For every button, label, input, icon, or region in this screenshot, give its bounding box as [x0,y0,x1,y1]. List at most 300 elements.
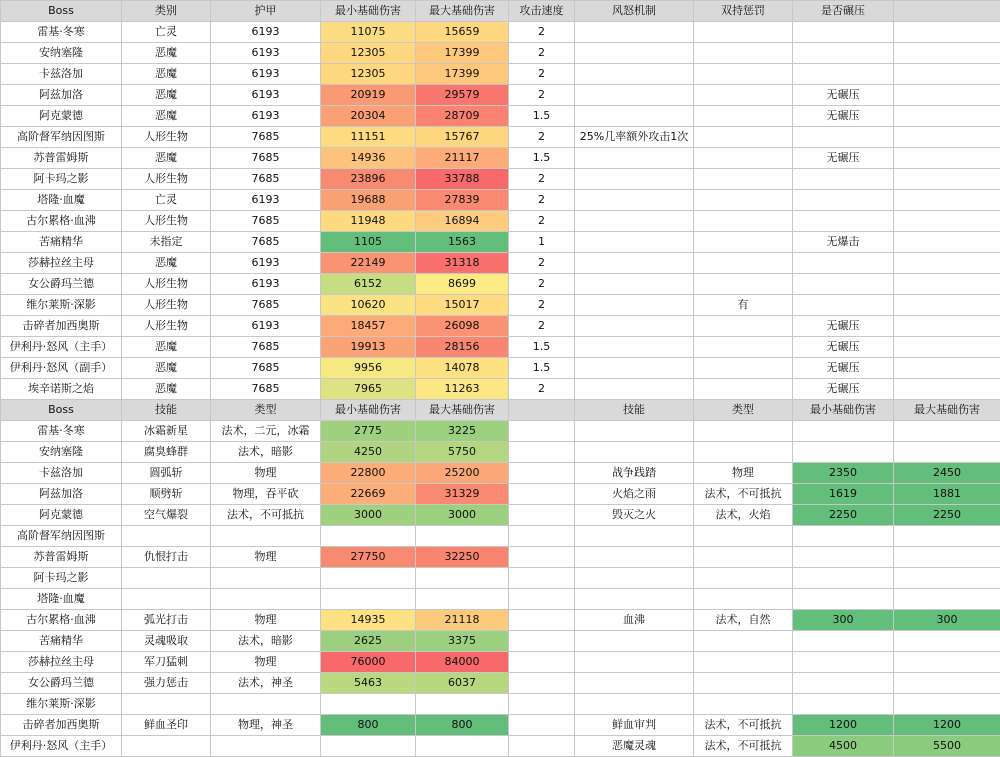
table-cell[interactable]: 21117 [416,148,509,169]
table-cell[interactable]: 14936 [321,148,416,169]
table-cell[interactable] [321,568,416,589]
table-cell[interactable] [894,526,1000,547]
table-cell[interactable] [321,589,416,610]
table-cell[interactable]: 9956 [321,358,416,379]
column-header[interactable]: 最大基础伤害 [894,400,1000,421]
table-cell[interactable]: 2 [509,274,575,295]
table-cell[interactable] [509,610,575,631]
table-cell[interactable]: 31318 [416,253,509,274]
table-cell[interactable]: 15017 [416,295,509,316]
table-cell[interactable]: 毁灭之火 [575,505,694,526]
table-cell[interactable] [793,169,894,190]
table-cell[interactable]: 物理 [211,547,321,568]
column-header[interactable]: 类型 [211,400,321,421]
table-cell[interactable]: 25%几率额外攻击1次 [575,127,694,148]
table-cell[interactable] [793,547,894,568]
table-cell[interactable] [793,589,894,610]
table-cell[interactable] [894,253,1000,274]
table-cell[interactable]: 2 [509,190,575,211]
column-header[interactable]: 风怒机制 [575,1,694,22]
table-cell[interactable] [575,169,694,190]
table-cell[interactable] [694,673,793,694]
table-cell[interactable] [894,85,1000,106]
table-cell[interactable] [694,64,793,85]
table-cell[interactable] [894,190,1000,211]
table-cell[interactable]: 物理，吞平砍 [211,484,321,505]
table-cell[interactable]: 法术，自然 [694,610,793,631]
table-cell[interactable]: 击碎者加西奥斯 [1,316,122,337]
table-cell[interactable] [793,673,894,694]
table-cell[interactable]: 物理 [211,610,321,631]
table-cell[interactable]: 塔隆·血魔 [1,190,122,211]
table-cell[interactable]: 2625 [321,631,416,652]
table-cell[interactable] [575,589,694,610]
table-cell[interactable]: 4250 [321,442,416,463]
table-cell[interactable] [694,442,793,463]
table-cell[interactable] [894,295,1000,316]
table-cell[interactable]: 空气爆裂 [122,505,211,526]
table-cell[interactable]: 强力惩击 [122,673,211,694]
table-cell[interactable] [894,442,1000,463]
table-cell[interactable] [694,568,793,589]
table-cell[interactable] [694,694,793,715]
table-cell[interactable]: 7685 [211,169,321,190]
table-cell[interactable] [793,295,894,316]
column-header[interactable] [509,400,575,421]
table-cell[interactable] [575,295,694,316]
table-cell[interactable] [793,211,894,232]
table-cell[interactable]: 6193 [211,274,321,295]
table-cell[interactable]: 5463 [321,673,416,694]
table-cell[interactable]: 22149 [321,253,416,274]
table-cell[interactable] [211,568,321,589]
table-cell[interactable]: 6193 [211,22,321,43]
table-cell[interactable] [509,526,575,547]
table-cell[interactable]: 22669 [321,484,416,505]
table-cell[interactable]: 无碾压 [793,106,894,127]
table-cell[interactable] [894,589,1000,610]
table-cell[interactable]: 7685 [211,337,321,358]
table-cell[interactable]: 阿克蒙德 [1,106,122,127]
table-cell[interactable]: 76000 [321,652,416,673]
table-cell[interactable] [509,589,575,610]
table-cell[interactable]: 人形生物 [122,295,211,316]
table-cell[interactable] [575,337,694,358]
table-cell[interactable]: 无碾压 [793,337,894,358]
table-cell[interactable] [509,568,575,589]
table-cell[interactable]: 1200 [793,715,894,736]
table-cell[interactable]: 恶魔 [122,85,211,106]
table-cell[interactable]: 阿兹加洛 [1,484,122,505]
table-cell[interactable]: 6193 [211,316,321,337]
table-cell[interactable] [575,316,694,337]
table-cell[interactable] [321,526,416,547]
table-cell[interactable] [894,274,1000,295]
table-cell[interactable]: 高阶督军纳因图斯 [1,127,122,148]
table-cell[interactable] [793,190,894,211]
table-cell[interactable]: 仇恨打击 [122,547,211,568]
table-cell[interactable]: 圆弧斩 [122,463,211,484]
table-cell[interactable]: 古尔累格·血沸 [1,211,122,232]
table-cell[interactable] [793,43,894,64]
table-cell[interactable] [694,169,793,190]
table-cell[interactable]: 苏普雷姆斯 [1,148,122,169]
table-cell[interactable]: 莎赫拉丝主母 [1,652,122,673]
table-cell[interactable]: 1881 [894,484,1000,505]
table-cell[interactable] [575,232,694,253]
table-cell[interactable] [321,694,416,715]
table-cell[interactable] [575,547,694,568]
table-cell[interactable]: 卡兹洛加 [1,64,122,85]
table-cell[interactable]: 恶魔 [122,106,211,127]
table-cell[interactable]: 10620 [321,295,416,316]
table-cell[interactable]: 27839 [416,190,509,211]
table-cell[interactable] [793,22,894,43]
table-cell[interactable] [694,421,793,442]
table-cell[interactable]: 2 [509,127,575,148]
table-cell[interactable] [694,148,793,169]
table-cell[interactable]: 人形生物 [122,274,211,295]
table-cell[interactable]: 2 [509,85,575,106]
table-cell[interactable]: 28709 [416,106,509,127]
table-cell[interactable] [694,106,793,127]
table-cell[interactable]: 7685 [211,211,321,232]
table-cell[interactable]: 恶魔灵魂 [575,736,694,757]
table-cell[interactable] [575,85,694,106]
table-cell[interactable]: 19688 [321,190,416,211]
table-cell[interactable]: 12305 [321,64,416,85]
table-cell[interactable]: 物理 [211,652,321,673]
column-header[interactable]: 类别 [122,1,211,22]
table-cell[interactable]: 7685 [211,379,321,400]
table-cell[interactable] [894,421,1000,442]
table-cell[interactable] [575,211,694,232]
table-cell[interactable]: 恶魔 [122,337,211,358]
table-cell[interactable] [894,358,1000,379]
table-cell[interactable]: 法术，火焰 [694,505,793,526]
table-cell[interactable]: 血沸 [575,610,694,631]
table-cell[interactable] [694,253,793,274]
table-cell[interactable]: 7685 [211,358,321,379]
table-cell[interactable] [793,421,894,442]
table-cell[interactable]: 苦痛精华 [1,232,122,253]
table-cell[interactable] [694,22,793,43]
table-cell[interactable]: 33788 [416,169,509,190]
table-cell[interactable]: 800 [321,715,416,736]
table-cell[interactable] [509,631,575,652]
table-cell[interactable]: 恶魔 [122,358,211,379]
table-cell[interactable] [416,694,509,715]
table-cell[interactable]: 2 [509,253,575,274]
table-cell[interactable] [894,694,1000,715]
table-cell[interactable]: 2 [509,379,575,400]
table-cell[interactable]: 11263 [416,379,509,400]
table-cell[interactable] [894,22,1000,43]
table-cell[interactable]: 击碎者加西奥斯 [1,715,122,736]
table-cell[interactable]: 2 [509,316,575,337]
table-cell[interactable]: 7965 [321,379,416,400]
table-cell[interactable] [894,43,1000,64]
table-cell[interactable]: 1563 [416,232,509,253]
table-cell[interactable] [575,442,694,463]
table-cell[interactable]: 6037 [416,673,509,694]
table-cell[interactable] [509,421,575,442]
table-cell[interactable]: 1 [509,232,575,253]
table-cell[interactable]: 无碾压 [793,85,894,106]
table-cell[interactable]: 战争践踏 [575,463,694,484]
table-cell[interactable]: 12305 [321,43,416,64]
table-cell[interactable]: 物理 [694,463,793,484]
table-cell[interactable]: 2 [509,211,575,232]
table-cell[interactable] [894,631,1000,652]
table-cell[interactable]: 2 [509,169,575,190]
table-cell[interactable]: 7685 [211,148,321,169]
table-cell[interactable]: 女公爵玛兰德 [1,673,122,694]
table-cell[interactable]: 84000 [416,652,509,673]
table-cell[interactable]: 人形生物 [122,316,211,337]
table-cell[interactable]: 1.5 [509,358,575,379]
column-header[interactable]: 技能 [122,400,211,421]
table-cell[interactable]: 无碾压 [793,148,894,169]
table-cell[interactable] [793,631,894,652]
table-cell[interactable] [894,148,1000,169]
table-cell[interactable] [211,736,321,757]
table-cell[interactable]: 11948 [321,211,416,232]
table-cell[interactable]: 26098 [416,316,509,337]
table-cell[interactable] [894,211,1000,232]
table-cell[interactable]: 2350 [793,463,894,484]
table-cell[interactable] [694,337,793,358]
table-cell[interactable] [416,589,509,610]
table-cell[interactable]: 鲜血圣印 [122,715,211,736]
table-cell[interactable]: 3000 [321,505,416,526]
table-cell[interactable]: 2775 [321,421,416,442]
table-cell[interactable]: 腐臭蜂群 [122,442,211,463]
column-header[interactable]: 攻击速度 [509,1,575,22]
table-cell[interactable]: 雷基·冬寒 [1,22,122,43]
table-cell[interactable] [575,43,694,64]
table-cell[interactable] [694,232,793,253]
table-cell[interactable] [575,274,694,295]
table-cell[interactable] [575,106,694,127]
table-cell[interactable] [694,589,793,610]
table-cell[interactable]: 2 [509,43,575,64]
table-cell[interactable]: 亡灵 [122,22,211,43]
table-cell[interactable]: 未指定 [122,232,211,253]
table-cell[interactable]: 25200 [416,463,509,484]
table-cell[interactable]: 15659 [416,22,509,43]
table-cell[interactable]: 16894 [416,211,509,232]
table-cell[interactable]: 2250 [793,505,894,526]
table-cell[interactable]: 21118 [416,610,509,631]
table-cell[interactable]: 17399 [416,64,509,85]
table-cell[interactable]: 法术，不可抵抗 [211,505,321,526]
table-cell[interactable]: 3375 [416,631,509,652]
table-cell[interactable] [694,316,793,337]
table-cell[interactable] [894,64,1000,85]
table-cell[interactable] [694,43,793,64]
table-cell[interactable]: 安纳塞隆 [1,442,122,463]
table-cell[interactable]: 22800 [321,463,416,484]
table-cell[interactable] [894,337,1000,358]
table-cell[interactable]: 恶魔 [122,253,211,274]
table-cell[interactable]: 6193 [211,253,321,274]
table-cell[interactable]: 无碾压 [793,316,894,337]
column-header[interactable]: 技能 [575,400,694,421]
table-cell[interactable]: 31329 [416,484,509,505]
column-header[interactable]: 是否碾压 [793,1,894,22]
table-cell[interactable]: 1105 [321,232,416,253]
table-cell[interactable]: 11151 [321,127,416,148]
table-cell[interactable]: 17399 [416,43,509,64]
table-cell[interactable] [575,190,694,211]
table-cell[interactable]: 物理，神圣 [211,715,321,736]
table-cell[interactable]: 火焰之雨 [575,484,694,505]
table-cell[interactable]: 恶魔 [122,379,211,400]
table-cell[interactable]: 卡兹洛加 [1,463,122,484]
table-cell[interactable]: 27750 [321,547,416,568]
table-cell[interactable] [894,127,1000,148]
table-cell[interactable] [894,106,1000,127]
table-cell[interactable]: 2 [509,64,575,85]
table-cell[interactable] [509,694,575,715]
table-cell[interactable]: 7685 [211,295,321,316]
table-cell[interactable] [509,736,575,757]
table-cell[interactable] [694,211,793,232]
table-cell[interactable] [509,484,575,505]
table-cell[interactable]: 5500 [894,736,1000,757]
column-header[interactable]: Boss [1,1,122,22]
table-cell[interactable]: 阿克蒙德 [1,505,122,526]
table-cell[interactable]: 6193 [211,43,321,64]
table-cell[interactable] [793,652,894,673]
table-cell[interactable] [321,736,416,757]
column-header[interactable]: 最小基础伤害 [793,400,894,421]
table-cell[interactable]: 5750 [416,442,509,463]
table-cell[interactable] [694,526,793,547]
column-header[interactable]: Boss [1,400,122,421]
table-cell[interactable] [575,253,694,274]
table-cell[interactable] [509,547,575,568]
table-cell[interactable]: 2250 [894,505,1000,526]
table-cell[interactable] [694,547,793,568]
table-cell[interactable]: 1.5 [509,148,575,169]
table-cell[interactable]: 6193 [211,64,321,85]
table-cell[interactable]: 阿兹加洛 [1,85,122,106]
column-header[interactable]: 护甲 [211,1,321,22]
table-cell[interactable] [416,568,509,589]
table-cell[interactable]: 法术，不可抵抗 [694,715,793,736]
table-cell[interactable] [694,631,793,652]
table-cell[interactable] [575,421,694,442]
column-header[interactable]: 最大基础伤害 [416,1,509,22]
table-cell[interactable] [793,127,894,148]
table-cell[interactable]: 15767 [416,127,509,148]
table-cell[interactable] [793,526,894,547]
table-cell[interactable]: 1619 [793,484,894,505]
table-cell[interactable]: 800 [416,715,509,736]
table-cell[interactable]: 恶魔 [122,64,211,85]
table-cell[interactable] [694,358,793,379]
table-cell[interactable] [694,190,793,211]
table-cell[interactable]: 32250 [416,547,509,568]
table-cell[interactable]: 人形生物 [122,169,211,190]
table-cell[interactable] [211,589,321,610]
table-cell[interactable]: 6193 [211,190,321,211]
table-cell[interactable] [122,589,211,610]
table-cell[interactable]: 安纳塞隆 [1,43,122,64]
table-cell[interactable] [575,379,694,400]
table-cell[interactable] [416,526,509,547]
table-cell[interactable]: 7685 [211,232,321,253]
table-cell[interactable] [694,379,793,400]
column-header[interactable]: 双持惩罚 [694,1,793,22]
table-cell[interactable] [694,274,793,295]
table-cell[interactable]: 300 [894,610,1000,631]
table-cell[interactable]: 20304 [321,106,416,127]
table-cell[interactable] [509,715,575,736]
table-cell[interactable]: 莎赫拉丝主母 [1,253,122,274]
table-cell[interactable] [416,736,509,757]
table-cell[interactable]: 军刀猛刺 [122,652,211,673]
table-cell[interactable] [509,463,575,484]
table-cell[interactable]: 恶魔 [122,148,211,169]
table-cell[interactable] [122,736,211,757]
table-cell[interactable]: 2 [509,22,575,43]
column-header[interactable]: 类型 [694,400,793,421]
table-cell[interactable]: 苦痛精华 [1,631,122,652]
table-cell[interactable] [793,274,894,295]
table-cell[interactable]: 塔隆·血魔 [1,589,122,610]
table-cell[interactable] [575,22,694,43]
table-cell[interactable]: 物理 [211,463,321,484]
table-cell[interactable]: 人形生物 [122,211,211,232]
table-cell[interactable]: 灵魂吸取 [122,631,211,652]
table-cell[interactable] [509,673,575,694]
table-cell[interactable]: 18457 [321,316,416,337]
table-cell[interactable]: 弧光打击 [122,610,211,631]
table-cell[interactable]: 6152 [321,274,416,295]
table-cell[interactable]: 恶魔 [122,43,211,64]
table-cell[interactable] [694,127,793,148]
table-cell[interactable]: 伊利丹·怒风（主手） [1,736,122,757]
table-cell[interactable]: 23896 [321,169,416,190]
table-cell[interactable] [211,694,321,715]
table-cell[interactable] [575,652,694,673]
table-cell[interactable]: 6193 [211,106,321,127]
table-cell[interactable]: 4500 [793,736,894,757]
table-cell[interactable] [575,526,694,547]
table-cell[interactable]: 300 [793,610,894,631]
table-cell[interactable]: 3225 [416,421,509,442]
table-cell[interactable] [793,253,894,274]
table-cell[interactable]: 7685 [211,127,321,148]
table-cell[interactable] [894,169,1000,190]
table-cell[interactable]: 29579 [416,85,509,106]
table-cell[interactable]: 亡灵 [122,190,211,211]
table-cell[interactable]: 雷基·冬寒 [1,421,122,442]
table-cell[interactable] [793,694,894,715]
table-cell[interactable] [575,673,694,694]
table-cell[interactable] [575,148,694,169]
table-cell[interactable]: 28156 [416,337,509,358]
table-cell[interactable]: 法术，暗影 [211,631,321,652]
table-cell[interactable] [894,652,1000,673]
table-cell[interactable]: 维尔莱斯·深影 [1,694,122,715]
table-cell[interactable] [509,442,575,463]
table-cell[interactable]: 冰霜新星 [122,421,211,442]
table-cell[interactable] [575,694,694,715]
